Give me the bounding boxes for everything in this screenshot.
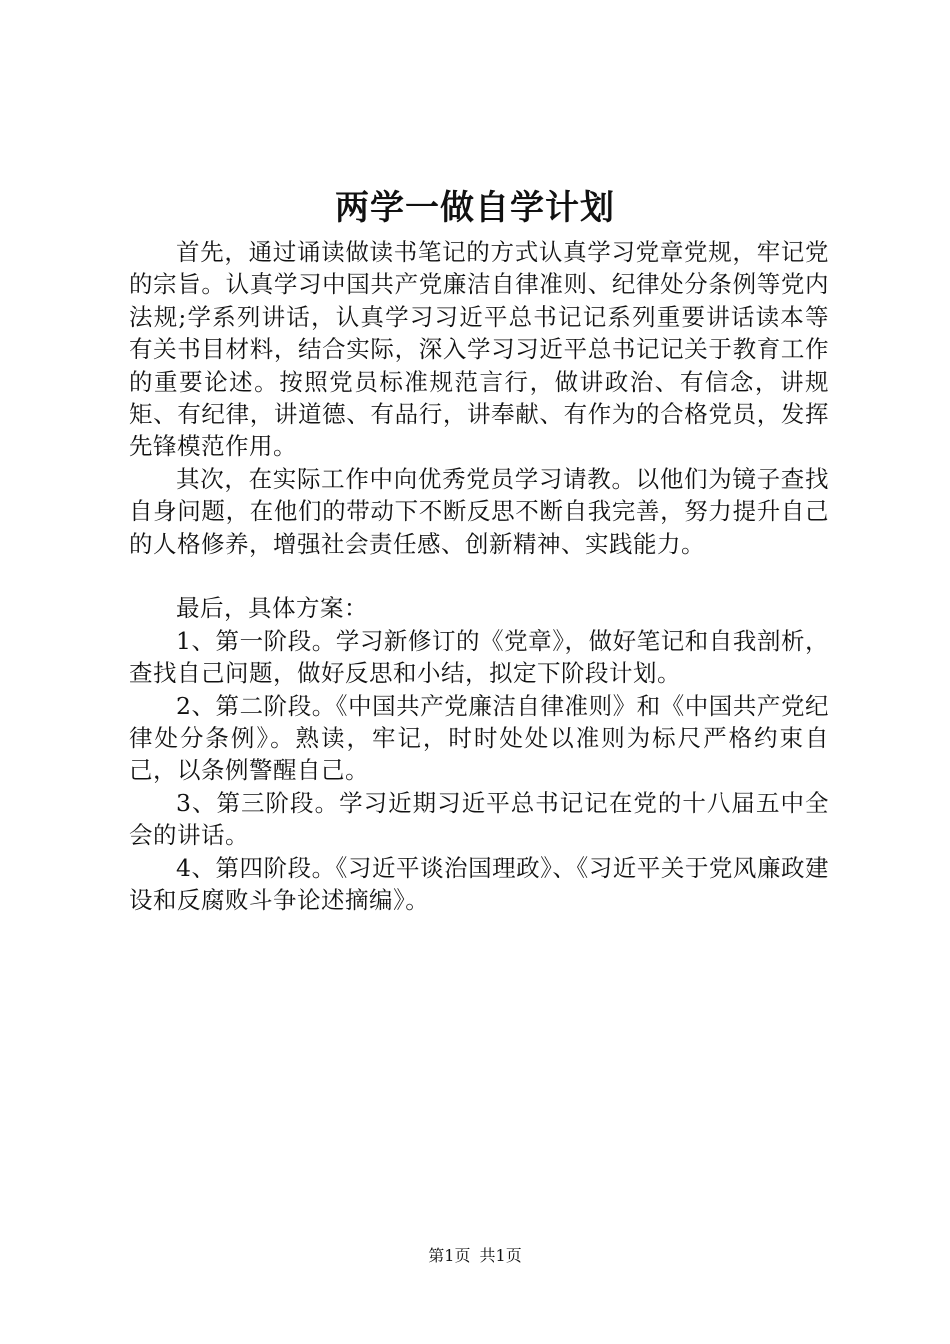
paragraph-stage-2: 2、第二阶段。《中国共产党廉洁自律准则》和《中国共产党纪律处分条例》。熟读，牢记，时时处处以准则为标尺严格约束自己，以条例警醒自己。 — [129, 691, 829, 785]
page-footer — [0, 1246, 950, 1266]
paragraph-first: 首先，通过诵读做读书笔记的方式认真学习党章党规，牢记党的宗旨。认真学习中国共产党廉洁自律准则、纪律处分条例等党内法规;学系列讲话，认真学习习近平总书记记系列重要讲话读本等有关书目材料，结合实际，深入学习习近平总书记记关于教育工作的重要论述。按照党员标准规范言行，做讲政治、有信念，讲规矩、有纪律，讲道德、有品行，讲奉献、有作为的合格党员，发挥先锋模范作用。 — [129, 238, 829, 461]
paragraph-stage-1: 1、第一阶段。学习新修订的《党章》，做好笔记和自我剖析，查找自己问题，做好反思和小结，拟定下阶段计划。 — [129, 626, 829, 688]
page-number: 第1页 — [428, 1246, 471, 1265]
page-total: 共1页 — [479, 1246, 522, 1265]
paragraph-stage-3: 3、第三阶段。学习近期习近平总书记记在党的十八届五中全会的讲话。 — [129, 788, 829, 850]
paragraph-plan-heading: 最后，具体方案： — [176, 594, 368, 623]
paragraph-second: 其次，在实际工作中向优秀党员学习请教。以他们为镜子查找自身问题，在他们的带动下不断反思不断自我完善，努力提升自己的人格修养，增强社会责任感、创新精神、实践能力。 — [129, 464, 829, 558]
page-title: 两学一做自学计划 — [335, 188, 615, 228]
paragraph-stage-4: 4、第四阶段。《习近平谈治国理政》、《习近平关于党风廉政建设和反腐败斗争论述摘编》。 — [129, 853, 829, 915]
document-body — [129, 236, 829, 917]
